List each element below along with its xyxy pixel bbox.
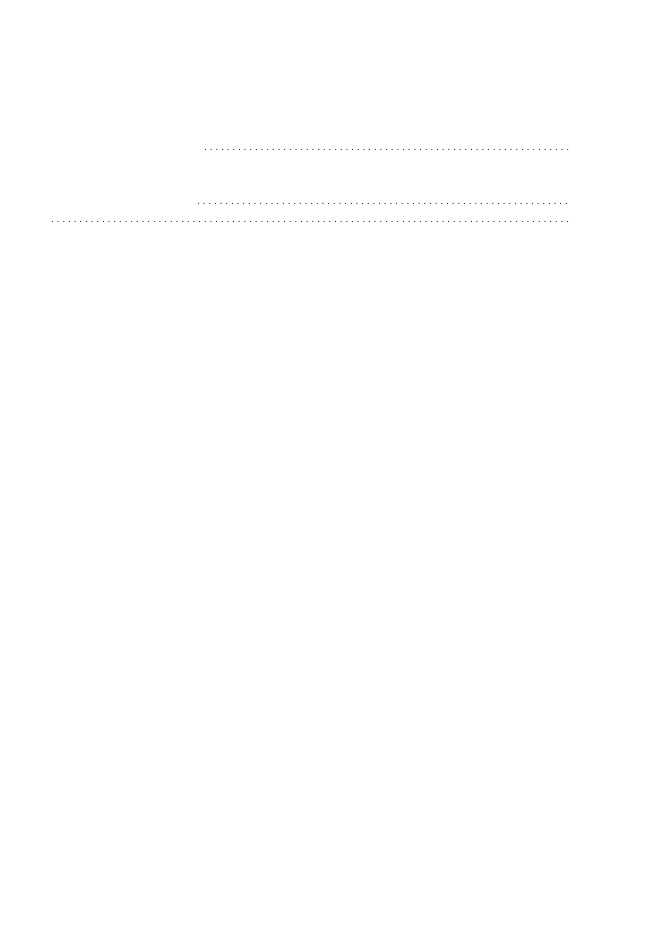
bibliography-entry[interactable] bbox=[48, 211, 583, 229]
appendix-da-line1 bbox=[48, 157, 583, 175]
leader-dots bbox=[197, 193, 570, 211]
appendix-da-line2 bbox=[48, 175, 583, 193]
leader-dots bbox=[51, 211, 570, 229]
appendix-a-entry[interactable] bbox=[48, 121, 583, 157]
appendix-da-entry[interactable] bbox=[48, 157, 583, 211]
appendix-a-line1 bbox=[48, 121, 583, 139]
table-of-contents bbox=[48, 121, 583, 229]
leader-dots bbox=[204, 139, 570, 157]
